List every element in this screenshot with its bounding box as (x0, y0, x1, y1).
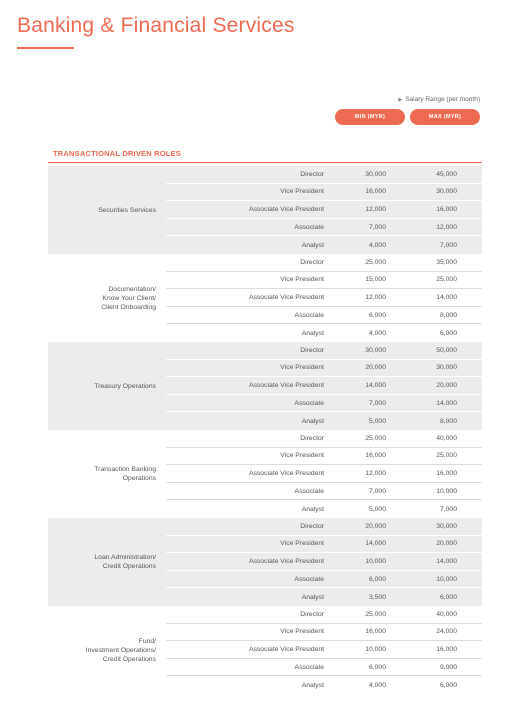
min-salary-cell: 16,000 (365, 452, 386, 460)
max-salary-cell: 40,000 (436, 610, 457, 618)
title-underline (17, 47, 74, 49)
table-row (166, 624, 482, 642)
group-rows (166, 342, 482, 430)
min-salary-cell: 6,000 (368, 663, 386, 671)
table-row (166, 219, 482, 237)
role-group (48, 606, 482, 694)
max-salary-cell: 35,000 (436, 258, 457, 266)
max-salary-cell: 20,000 (436, 381, 457, 389)
max-salary-cell: 8,000 (439, 417, 457, 425)
role-group (48, 166, 482, 254)
min-salary-cell: 12,000 (365, 205, 386, 213)
max-salary-cell: 30,000 (436, 364, 457, 372)
role-cell: Analyst (301, 417, 324, 425)
max-salary-cell: 25,000 (436, 276, 457, 284)
table-row (166, 395, 482, 413)
role-cell: Analyst (301, 329, 324, 337)
min-salary-cell: 14,000 (365, 381, 386, 389)
table-row (166, 236, 482, 254)
table-row (166, 324, 482, 342)
max-salary-cell: 16,000 (436, 469, 457, 477)
table-row (166, 201, 482, 219)
role-cell: Vice President (280, 628, 324, 636)
group-name: Loan Administration/ Credit Operations (94, 554, 156, 570)
role-cell: Director (300, 170, 324, 178)
table-row (166, 483, 482, 501)
min-salary-cell: 30,000 (365, 346, 386, 354)
role-cell: Analyst (301, 681, 324, 689)
table-row (166, 448, 482, 466)
table-row (166, 606, 482, 624)
legend-label: Salary Range (per month) (405, 96, 480, 103)
min-salary-cell: 7,000 (368, 487, 386, 495)
table-row (166, 588, 482, 606)
role-cell: Associate (294, 487, 324, 495)
table-row (166, 518, 482, 536)
role-cell: Analyst (301, 593, 324, 601)
role-cell: Associate Vice President (248, 469, 324, 477)
role-group (48, 342, 482, 430)
table-row (166, 166, 482, 184)
max-salary-cell: 16,000 (436, 645, 457, 653)
salary-range-legend (398, 96, 480, 103)
group-rows (166, 606, 482, 694)
max-salary-cell: 6,000 (439, 329, 457, 337)
role-group (48, 518, 482, 606)
max-salary-cell: 25,000 (436, 452, 457, 460)
role-cell: Associate (294, 223, 324, 231)
max-salary-cell: 8,000 (439, 311, 457, 319)
min-salary-cell: 4,000 (368, 329, 386, 337)
max-salary-cell: 12,000 (436, 223, 457, 231)
max-salary-cell: 6,000 (439, 681, 457, 689)
max-salary-cell: 14,000 (436, 557, 457, 565)
table-row (166, 500, 482, 518)
min-salary-cell: 12,000 (365, 293, 386, 301)
min-salary-cell: 5,000 (368, 505, 386, 513)
max-salary-cell: 7,000 (439, 505, 457, 513)
role-cell: Director (300, 522, 324, 530)
max-salary-cell: 45,000 (436, 170, 457, 178)
max-salary-cell: 30,000 (436, 522, 457, 530)
table-row (166, 377, 482, 395)
min-salary-cell: 10,000 (365, 557, 386, 565)
role-cell: Vice President (280, 188, 324, 196)
triangle-right-icon: ▶ (398, 96, 403, 103)
table-row (166, 412, 482, 430)
min-myr-header: MIN (MYR) (335, 109, 405, 125)
group-rows (166, 166, 482, 254)
role-cell: Associate (294, 399, 324, 407)
min-salary-cell: 16,000 (365, 188, 386, 196)
role-group (48, 430, 482, 518)
table-row (166, 571, 482, 589)
min-salary-cell: 3,500 (368, 593, 386, 601)
min-salary-cell: 30,000 (365, 170, 386, 178)
max-salary-cell: 16,000 (436, 205, 457, 213)
min-salary-cell: 12,000 (365, 469, 386, 477)
max-salary-cell: 14,000 (436, 293, 457, 301)
max-salary-cell: 9,000 (439, 663, 457, 671)
min-salary-cell: 5,000 (368, 417, 386, 425)
min-salary-cell: 10,000 (365, 645, 386, 653)
role-cell: Director (300, 434, 324, 442)
table-row (166, 659, 482, 677)
group-name: Securities Services (98, 206, 156, 214)
table-row (166, 272, 482, 290)
group-rows (166, 430, 482, 518)
group-name: Treasury Operations (94, 382, 156, 390)
group-rows (166, 254, 482, 342)
max-salary-cell: 40,000 (436, 434, 457, 442)
salary-table (48, 166, 482, 694)
min-salary-cell: 7,000 (368, 399, 386, 407)
section-divider (48, 162, 482, 163)
table-row (166, 553, 482, 571)
max-salary-cell: 6,000 (439, 593, 457, 601)
role-cell: Director (300, 258, 324, 266)
role-cell: Analyst (301, 241, 324, 249)
role-group (48, 254, 482, 342)
max-salary-cell: 10,000 (436, 487, 457, 495)
min-salary-cell: 25,000 (365, 434, 386, 442)
min-salary-cell: 20,000 (365, 364, 386, 372)
role-cell: Associate (294, 663, 324, 671)
min-salary-cell: 20,000 (365, 522, 386, 530)
role-cell: Analyst (301, 505, 324, 513)
role-cell: Associate Vice President (248, 205, 324, 213)
group-name: Fund/ Investment Operations/ Credit Operations (85, 637, 156, 663)
max-salary-cell: 7,000 (439, 241, 457, 249)
table-row (166, 342, 482, 360)
table-row (166, 289, 482, 307)
table-row (166, 641, 482, 659)
role-cell: Vice President (280, 364, 324, 372)
min-salary-cell: 15,000 (365, 276, 386, 284)
page-title: Banking & Financial Services (17, 14, 295, 37)
min-salary-cell: 4,000 (368, 681, 386, 689)
role-cell: Associate Vice President (248, 381, 324, 389)
min-salary-cell: 4,000 (368, 241, 386, 249)
group-rows (166, 518, 482, 606)
role-cell: Vice President (280, 276, 324, 284)
section-title: TRANSACTIONAL DRIVEN ROLES (53, 149, 181, 158)
max-salary-cell: 30,000 (436, 188, 457, 196)
role-cell: Director (300, 610, 324, 618)
table-row (166, 360, 482, 378)
table-row (166, 536, 482, 554)
table-row (166, 430, 482, 448)
max-salary-cell: 20,000 (436, 540, 457, 548)
min-salary-cell: 25,000 (365, 610, 386, 618)
role-cell: Associate Vice President (248, 557, 324, 565)
role-cell: Associate (294, 575, 324, 583)
min-salary-cell: 16,000 (365, 628, 386, 636)
table-row (166, 465, 482, 483)
max-myr-header: MAX (MYR) (410, 109, 480, 125)
min-salary-cell: 14,000 (365, 540, 386, 548)
min-salary-cell: 6,000 (368, 575, 386, 583)
min-salary-cell: 6,000 (368, 311, 386, 319)
role-cell: Vice President (280, 452, 324, 460)
role-cell: Vice President (280, 540, 324, 548)
max-salary-cell: 50,000 (436, 346, 457, 354)
min-salary-cell: 7,000 (368, 223, 386, 231)
table-row (166, 676, 482, 694)
min-salary-cell: 25,000 (365, 258, 386, 266)
max-salary-cell: 24,000 (436, 628, 457, 636)
table-row (166, 254, 482, 272)
group-name: Transaction Banking Operations (94, 466, 156, 482)
group-name: Documentation/ Know Your Client/ Client Onboarding (101, 285, 156, 311)
table-row (166, 307, 482, 325)
role-cell: Director (300, 346, 324, 354)
role-cell: Associate Vice President (248, 293, 324, 301)
role-cell: Associate Vice President (248, 645, 324, 653)
max-salary-cell: 14,000 (436, 399, 457, 407)
table-row (166, 184, 482, 202)
max-salary-cell: 10,000 (436, 575, 457, 583)
role-cell: Associate (294, 311, 324, 319)
